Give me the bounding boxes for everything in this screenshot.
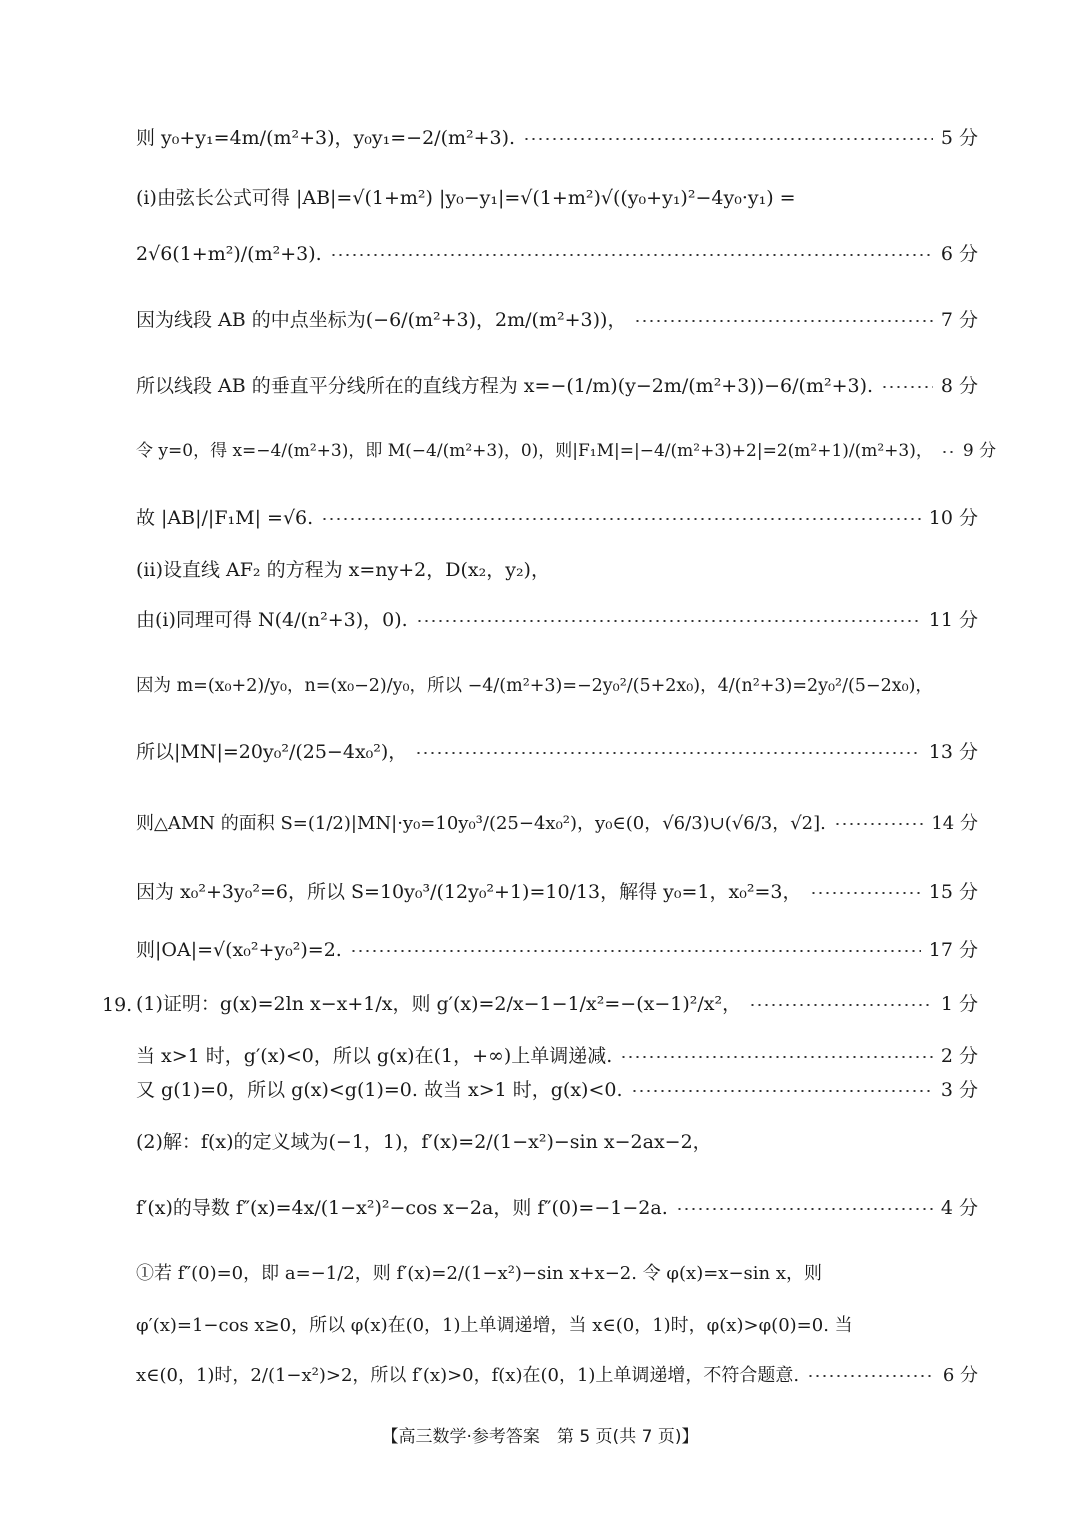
dot-leader bbox=[810, 892, 921, 894]
line-text: φ′(x)=1−cos x≥0，所以 φ(x)在(0，1)上单调递增，当 x∈(0，1)时，φ(x)>φ(0)=0. 当 bbox=[136, 1315, 853, 1336]
dot-leader bbox=[631, 1090, 933, 1092]
line-1 bbox=[136, 128, 978, 150]
line-text: (ⅱ)设直线 AF₂ 的方程为 x=ny+2，D(x₂，y₂)， bbox=[136, 559, 550, 581]
line-text: 因为线段 AB 的中点坐标为(−6/(m²+3)，2m/(m²+3))， bbox=[136, 309, 627, 331]
score: 3 分 bbox=[940, 1079, 978, 1101]
score: 6 分 bbox=[942, 1365, 978, 1386]
line-text: 故 |AB|/|F₁M| =√6. bbox=[136, 507, 314, 529]
score: 13 分 bbox=[928, 741, 978, 763]
line-text: f′(x)的导数 f″(x)=4x/(1−x²)²−cos x−2a，则 f″(0)=−1−2a. bbox=[136, 1197, 668, 1219]
score: 10 分 bbox=[928, 507, 978, 529]
line-19 bbox=[136, 1198, 978, 1220]
line-10 bbox=[136, 676, 978, 696]
line-text: 所以|MN|=20y₀²/(25−4x₀²)， bbox=[136, 741, 408, 763]
page-footer: 【高三数学·参考答案 第 5 页(共 7 页)】 bbox=[381, 1427, 699, 1447]
line-12 bbox=[136, 814, 978, 835]
dot-leader bbox=[634, 320, 932, 322]
line-text: 因为 m=(x₀+2)/y₀，n=(x₀−2)/y₀，所以 −4/(m²+3)=−2y₀²/(5+2x₀)，4/(n²+3)=2y₀²/(5−2x₀)， bbox=[136, 676, 933, 696]
question-number: 19. bbox=[102, 994, 133, 1016]
line-text: 则 y₀+y₁=4m/(m²+3)，y₀y₁=−2/(m²+3). bbox=[136, 127, 516, 149]
score: 4 分 bbox=[940, 1197, 978, 1219]
line-text: 又 g(1)=0，所以 g(x)<g(1)=0. 故当 x>1 时，g(x)<0. bbox=[136, 1079, 623, 1101]
line-text: (1)证明：g(x)=2ln x−x+1/x，则 g′(x)=2/x−1−1/x²=−(x−1)²/x²， bbox=[136, 993, 742, 1015]
line-text: (2)解：f(x)的定义域为(−1，1)，f′(x)=2/(1−x²)−sin x−2ax−2， bbox=[136, 1131, 712, 1153]
dot-leader bbox=[749, 1004, 933, 1006]
line-text: (ⅰ)由弦长公式可得 |AB|=√(1+m²) |y₀−y₁|=√(1+m²)√((y₀+y₁)²−4y₀·y₁) = bbox=[136, 187, 796, 209]
score: 14 分 bbox=[931, 813, 978, 834]
dot-leader bbox=[321, 518, 921, 520]
line-17 bbox=[136, 1080, 978, 1102]
line-8 bbox=[136, 560, 978, 582]
dot-leader bbox=[620, 1056, 933, 1058]
score: 6 分 bbox=[940, 243, 978, 265]
line-text: 则|OA|=√(x₀²+y₀²)=2. bbox=[136, 939, 342, 961]
score: 15 分 bbox=[928, 881, 978, 903]
dot-leader bbox=[834, 823, 923, 825]
line-16 bbox=[136, 1046, 978, 1068]
line-20 bbox=[136, 1264, 978, 1285]
line-text: 所以线段 AB 的垂直平分线所在的直线方程为 x=−(1/m)(y−2m/(m²+3))−6/(m²+3). bbox=[136, 375, 874, 397]
score: 17 分 bbox=[928, 939, 978, 961]
line-4 bbox=[136, 310, 978, 332]
score: 5 分 bbox=[940, 127, 978, 149]
line-13 bbox=[136, 882, 978, 904]
line-21 bbox=[136, 1316, 978, 1337]
line-text: x∈(0，1)时，2/(1−x²)>2，所以 f′(x)>0，f(x)在(0，1)上单调递增，不符合题意. bbox=[136, 1365, 800, 1386]
dot-leader bbox=[350, 950, 921, 952]
score: 11 分 bbox=[928, 609, 978, 631]
line-7 bbox=[136, 508, 978, 530]
line-11 bbox=[136, 742, 978, 764]
dot-leader bbox=[941, 451, 955, 453]
dot-leader bbox=[881, 386, 933, 388]
line-text: 则△AMN 的面积 S=(1/2)|MN|·y₀=10y₀³/(25−4x₀²)，y₀∈(0，√6/3)∪(√6/3，√2]. bbox=[136, 813, 826, 834]
score: 1 分 bbox=[940, 993, 978, 1015]
line-2 bbox=[136, 188, 978, 210]
line-22 bbox=[136, 1366, 978, 1387]
dot-leader bbox=[676, 1208, 933, 1210]
line-text: 令 y=0，得 x=−4/(m²+3)，即 M(−4/(m²+3)，0)，则|F₁M|=|−4/(m²+3)+2|=2(m²+1)/(m²+3)， bbox=[136, 441, 933, 461]
line-9 bbox=[136, 610, 978, 632]
dot-leader bbox=[416, 620, 921, 622]
line-6 bbox=[136, 441, 997, 462]
score: 8 分 bbox=[940, 375, 978, 397]
line-14 bbox=[136, 940, 978, 962]
score: 9 分 bbox=[962, 441, 997, 461]
line-text: 因为 x₀²+3y₀²=6，所以 S=10y₀³/(12y₀²+1)=10/13，解得 y₀=1，x₀²=3， bbox=[136, 881, 802, 903]
line-15 bbox=[136, 994, 978, 1016]
line-5 bbox=[136, 376, 978, 398]
dot-leader bbox=[523, 138, 933, 140]
line-3 bbox=[136, 244, 978, 266]
line-text: ①若 f″(0)=0，即 a=−1/2，则 f′(x)=2/(1−x²)−sin x+x−2. 令 φ(x)=x−sin x，则 bbox=[136, 1263, 822, 1284]
dot-leader bbox=[415, 752, 920, 754]
score: 7 分 bbox=[940, 309, 978, 331]
line-text: 2√6(1+m²)/(m²+3). bbox=[136, 243, 322, 265]
score: 2 分 bbox=[940, 1045, 978, 1067]
line-text: 当 x>1 时，g′(x)<0，所以 g(x)在(1，+∞)上单调递减. bbox=[136, 1045, 613, 1067]
line-18 bbox=[136, 1132, 978, 1154]
dot-leader bbox=[330, 254, 933, 256]
dot-leader bbox=[807, 1375, 935, 1377]
line-text: 由(ⅰ)同理可得 N(4/(n²+3)，0). bbox=[136, 609, 408, 631]
